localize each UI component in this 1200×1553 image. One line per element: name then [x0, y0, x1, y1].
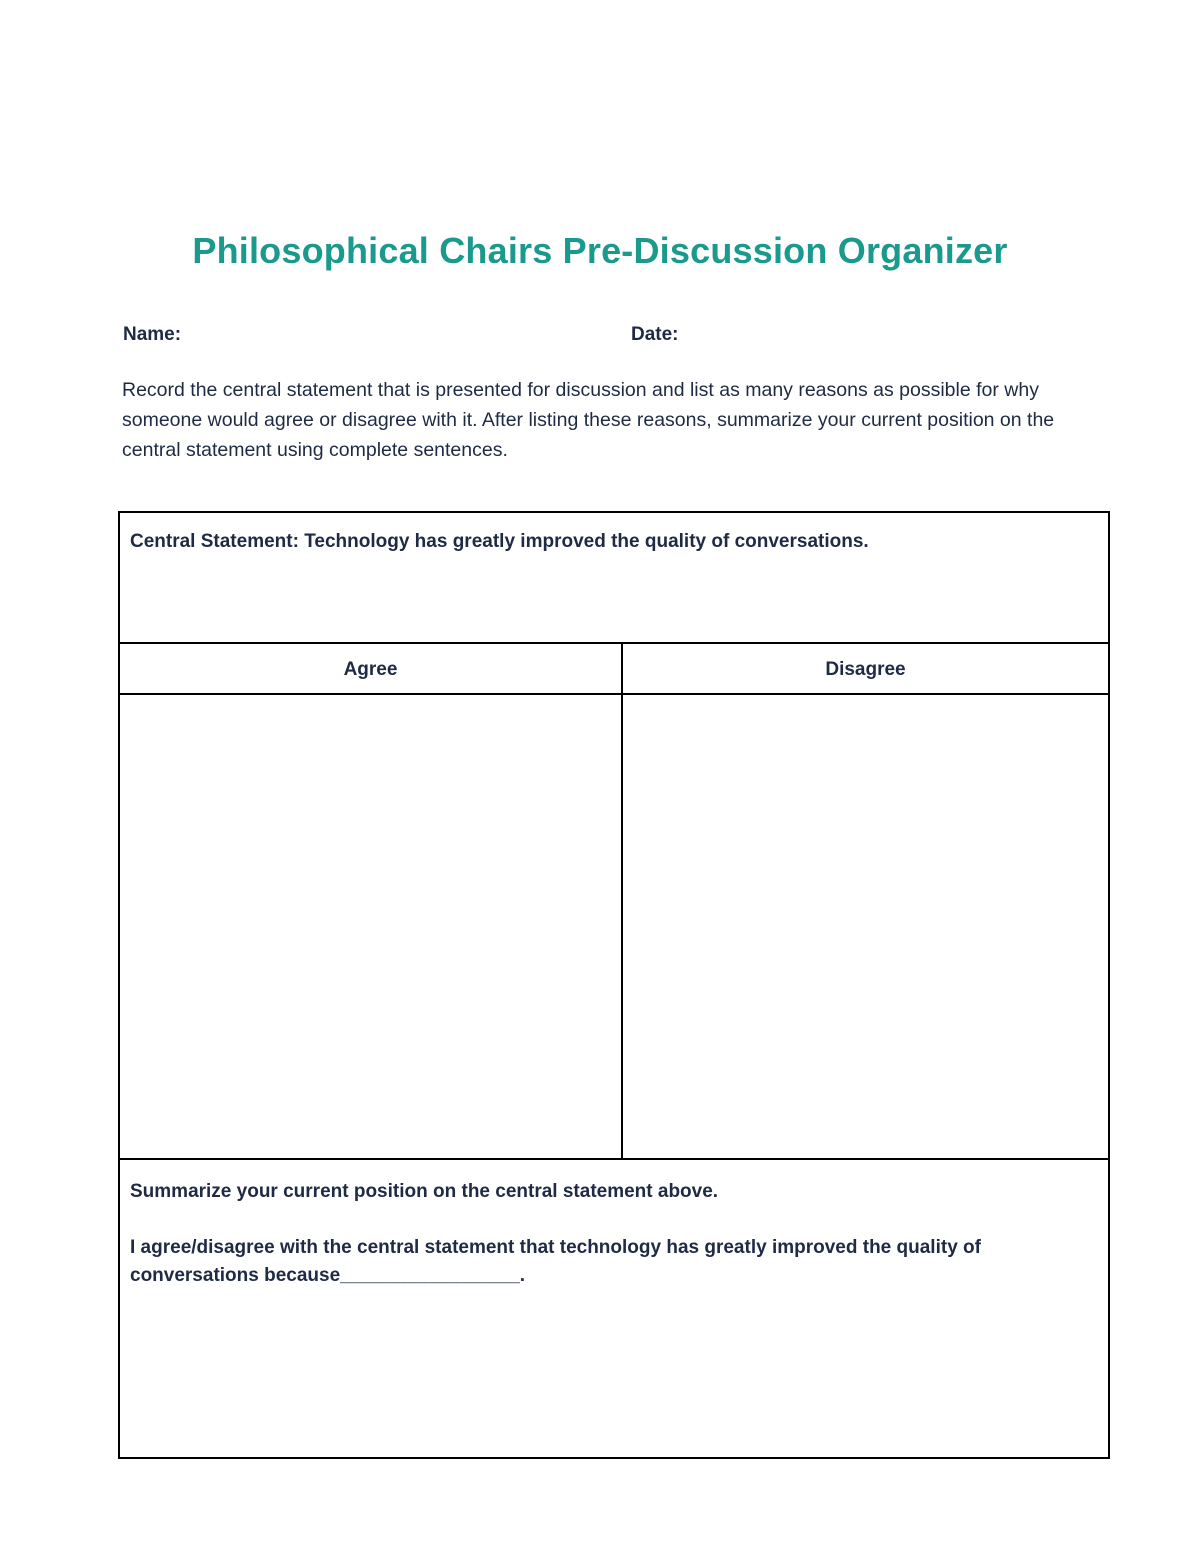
central-statement-cell: Central Statement: Technology has greatly improved the quality of conversations. — [120, 513, 1108, 644]
page-title: Philosophical Chairs Pre-Discussion Organizer — [192, 230, 1008, 271]
name-label: Name: — [123, 324, 182, 345]
summary-spacer — [130, 1206, 1098, 1234]
agree-column-header: Agree — [120, 644, 623, 695]
instructions-text: Record the central statement that is presented for discussion and list as many reasons as possible for why someone would agree or disagree with it. After listing these reasons, summarize your current position on the central statement using complete sentences. — [122, 379, 1055, 461]
organizer-table — [118, 511, 1110, 1459]
summary-cell[interactable] — [120, 1160, 1108, 1457]
disagree-reasons-area[interactable] — [623, 695, 1108, 1160]
date-label: Date: — [631, 324, 679, 345]
agree-reasons-area[interactable] — [120, 695, 623, 1160]
summary-sentence: I agree/disagree with the central statement that technology has greatly improved the quality of conversations because_________________. — [130, 1237, 981, 1286]
summary-prompt: Summarize your current position on the central statement above. — [130, 1181, 719, 1202]
disagree-column-header: Disagree — [623, 644, 1108, 695]
